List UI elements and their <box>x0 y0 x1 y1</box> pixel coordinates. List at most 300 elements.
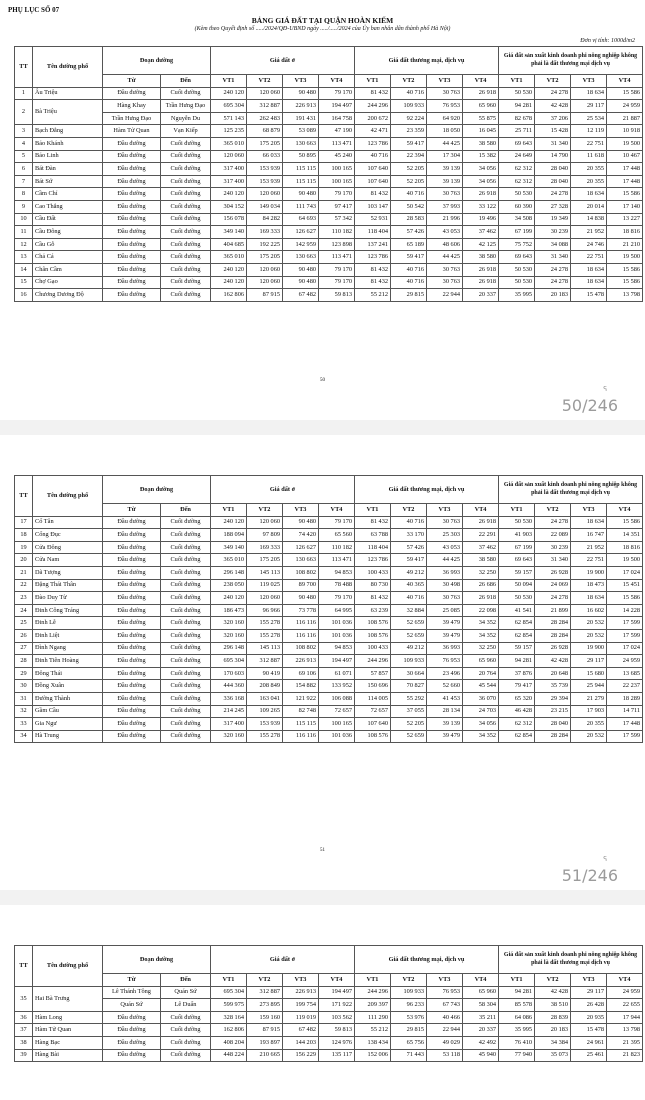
segment-to: Cuối đường <box>161 592 211 605</box>
row-number: 10 <box>15 213 33 226</box>
price-value: 26 928 <box>535 566 571 579</box>
header-vt2: VT2 <box>247 504 283 517</box>
price-value: 44 425 <box>427 554 463 567</box>
price-value: 194 497 <box>319 100 355 113</box>
price-value: 21 952 <box>571 226 607 239</box>
street-name: Gầm Cầu <box>33 705 103 718</box>
price-value: 38 510 <box>535 999 571 1012</box>
price-value: 90 480 <box>283 188 319 201</box>
header-vt4: VT4 <box>463 504 499 517</box>
price-value: 120 060 <box>247 87 283 100</box>
table-row <box>15 516 643 529</box>
header-vt3: VT3 <box>283 504 319 517</box>
price-value: 15 586 <box>607 276 643 289</box>
price-value: 113 471 <box>319 251 355 264</box>
street-name: Chả Cá <box>33 251 103 264</box>
segment-from: Đầu đường <box>103 554 161 567</box>
price-value: 30 763 <box>427 263 463 276</box>
price-value: 70 827 <box>391 680 427 693</box>
price-value: 26 918 <box>463 516 499 529</box>
street-name: Đinh Liệt <box>33 629 103 642</box>
price-value: 13 685 <box>607 667 643 680</box>
price-value: 50 530 <box>499 592 535 605</box>
price-value: 349 140 <box>211 541 247 554</box>
price-value: 28 583 <box>391 213 427 226</box>
segment-to: Cuối đường <box>161 667 211 680</box>
row-number: 12 <box>15 238 33 251</box>
segment-from: Đầu đường <box>103 541 161 554</box>
header-residential-price: Giá đất ở <box>211 476 355 504</box>
price-value: 175 205 <box>247 137 283 150</box>
price-value: 89 700 <box>283 579 319 592</box>
price-value: 210 665 <box>247 1049 283 1062</box>
price-value: 115 115 <box>283 718 319 731</box>
price-value: 25 534 <box>571 112 607 125</box>
price-value: 22 751 <box>571 137 607 150</box>
price-value: 26 918 <box>463 276 499 289</box>
price-value: 71 443 <box>391 1049 427 1062</box>
header-vt4: VT4 <box>319 504 355 517</box>
header-to: Đến <box>161 974 211 987</box>
price-value: 155 278 <box>247 617 283 630</box>
price-value: 65 756 <box>391 1036 427 1049</box>
price-value: 64 693 <box>283 213 319 226</box>
price-value: 126 627 <box>283 541 319 554</box>
price-value: 24 278 <box>535 276 571 289</box>
price-value: 90 480 <box>283 592 319 605</box>
scan-mark: ᕋ <box>603 856 607 863</box>
price-value: 62 854 <box>499 617 535 630</box>
segment-to: Vạn Kiếp <box>161 125 211 138</box>
price-value: 20 337 <box>463 1024 499 1037</box>
price-value: 103 147 <box>355 200 391 213</box>
street-name: Đông Thái <box>33 667 103 680</box>
price-value: 12 119 <box>571 125 607 138</box>
price-value: 18 634 <box>571 276 607 289</box>
price-value: 42 125 <box>463 238 499 251</box>
price-value: 52 659 <box>391 629 427 642</box>
row-number: 6 <box>15 163 33 176</box>
price-value: 107 640 <box>355 718 391 731</box>
table-row <box>15 705 643 718</box>
row-number: 32 <box>15 705 33 718</box>
price-value: 15 478 <box>571 1024 607 1037</box>
row-number: 30 <box>15 680 33 693</box>
street-name: Cửa Đông <box>33 541 103 554</box>
price-value: 26 428 <box>571 999 607 1012</box>
price-value: 50 094 <box>499 579 535 592</box>
price-value: 14 790 <box>535 150 571 163</box>
segment-to: Cuối đường <box>161 730 211 743</box>
price-value: 240 120 <box>211 276 247 289</box>
segment-from: Đầu đường <box>103 289 161 302</box>
table-row <box>15 554 643 567</box>
price-value: 408 204 <box>211 1036 247 1049</box>
table-row <box>15 718 643 731</box>
price-value: 39 479 <box>427 730 463 743</box>
price-value: 52 659 <box>391 617 427 630</box>
segment-from: Đầu đường <box>103 655 161 668</box>
segment-to: Cuối đường <box>161 1011 211 1024</box>
price-value: 65 189 <box>391 238 427 251</box>
header-from: Từ <box>103 75 161 88</box>
price-value: 16 747 <box>571 529 607 542</box>
row-number: 8 <box>15 188 33 201</box>
segment-from: Đầu đường <box>103 680 161 693</box>
price-value: 175 205 <box>247 554 283 567</box>
street-name: Đường Thành <box>33 692 103 705</box>
street-name: Cổ Tân <box>33 516 103 529</box>
price-value: 10 918 <box>607 125 643 138</box>
price-value: 17 024 <box>607 642 643 655</box>
price-value: 194 497 <box>319 655 355 668</box>
segment-to: Cuối đường <box>161 188 211 201</box>
price-value: 25 711 <box>499 125 535 138</box>
price-value: 107 640 <box>355 163 391 176</box>
price-value: 64 995 <box>319 604 355 617</box>
header-vt4: VT4 <box>463 75 499 88</box>
document-page-51 <box>0 435 645 890</box>
header-vt2: VT2 <box>247 75 283 88</box>
price-value: 144 203 <box>283 1036 319 1049</box>
price-value: 80 730 <box>355 579 391 592</box>
page-counter: 50/246 <box>561 396 618 415</box>
price-value: 23 359 <box>391 125 427 138</box>
segment-to: Cuối đường <box>161 718 211 731</box>
header-vt2: VT2 <box>535 504 571 517</box>
price-value: 244 296 <box>355 655 391 668</box>
price-value: 14 228 <box>607 604 643 617</box>
price-value: 19 349 <box>535 213 571 226</box>
price-value: 317 400 <box>211 163 247 176</box>
segment-to: Nguyễn Du <box>161 112 211 125</box>
price-value: 22 944 <box>427 289 463 302</box>
row-number: 25 <box>15 617 33 630</box>
street-name: Hà Trung <box>33 730 103 743</box>
row-number: 33 <box>15 718 33 731</box>
segment-from: Đầu đường <box>103 592 161 605</box>
price-value: 24 278 <box>535 87 571 100</box>
price-value: 20 014 <box>571 200 607 213</box>
price-value: 349 140 <box>211 226 247 239</box>
header-to: Đến <box>161 75 211 88</box>
price-value: 23 496 <box>427 667 463 680</box>
price-value: 163 041 <box>247 692 283 705</box>
table-row <box>15 692 643 705</box>
price-value: 40 716 <box>391 592 427 605</box>
price-value: 20 764 <box>463 667 499 680</box>
price-value: 34 508 <box>499 213 535 226</box>
price-value: 33 122 <box>463 200 499 213</box>
price-value: 52 205 <box>391 163 427 176</box>
price-value: 62 854 <box>499 629 535 642</box>
price-value: 116 116 <box>283 617 319 630</box>
row-number: 26 <box>15 629 33 642</box>
price-value: 22 089 <box>535 529 571 542</box>
price-value: 76 953 <box>427 655 463 668</box>
price-value: 130 663 <box>283 137 319 150</box>
row-number: 27 <box>15 642 33 655</box>
price-value: 65 960 <box>463 655 499 668</box>
price-value: 77 940 <box>499 1049 535 1062</box>
price-value: 50 530 <box>499 188 535 201</box>
price-value: 15 586 <box>607 516 643 529</box>
table-row <box>15 1024 643 1037</box>
segment-from: Đầu đường <box>103 1036 161 1049</box>
price-value: 28 040 <box>535 163 571 176</box>
table-row <box>15 100 643 113</box>
segment-from: Trần Hưng Đạo <box>103 112 161 125</box>
price-value: 68 879 <box>247 125 283 138</box>
table-row <box>15 87 643 100</box>
price-value: 109 933 <box>391 655 427 668</box>
row-number: 29 <box>15 667 33 680</box>
price-value: 28 284 <box>535 730 571 743</box>
row-number: 37 <box>15 1024 33 1037</box>
price-value: 154 882 <box>283 680 319 693</box>
table-row <box>15 680 643 693</box>
price-value: 97 417 <box>319 200 355 213</box>
street-name: Cao Thắng <box>33 200 103 213</box>
header-vt4: VT4 <box>319 75 355 88</box>
scan-mark: ᕋ <box>603 386 607 393</box>
table-row <box>15 125 643 138</box>
price-value: 94 281 <box>499 100 535 113</box>
price-value: 188 094 <box>211 529 247 542</box>
segment-to: Cuối đường <box>161 276 211 289</box>
price-value: 26 686 <box>463 579 499 592</box>
price-value: 138 434 <box>355 1036 391 1049</box>
price-value: 15 586 <box>607 188 643 201</box>
table-row <box>15 1049 643 1062</box>
price-value: 42 492 <box>463 1036 499 1049</box>
price-value: 62 854 <box>499 730 535 743</box>
price-value: 25 944 <box>571 680 607 693</box>
price-value: 32 250 <box>463 642 499 655</box>
price-value: 24 746 <box>571 238 607 251</box>
price-value: 69 643 <box>499 137 535 150</box>
price-value: 15 586 <box>607 87 643 100</box>
price-value: 304 152 <box>211 200 247 213</box>
price-value: 66 033 <box>247 150 283 163</box>
price-value: 81 432 <box>355 592 391 605</box>
price-value: 21 996 <box>427 213 463 226</box>
price-value: 24 278 <box>535 592 571 605</box>
price-value: 262 483 <box>247 112 283 125</box>
price-value: 24 959 <box>607 986 643 999</box>
segment-to: Quán Sứ <box>161 986 211 999</box>
header-vt3: VT3 <box>571 504 607 517</box>
table-row <box>15 112 643 125</box>
header-vt4: VT4 <box>607 974 643 987</box>
price-value: 24 278 <box>535 188 571 201</box>
price-value: 50 530 <box>499 87 535 100</box>
price-value: 55 212 <box>355 289 391 302</box>
row-number: 35 <box>15 986 33 1011</box>
price-value: 79 170 <box>319 276 355 289</box>
price-value: 67 199 <box>499 541 535 554</box>
price-value: 13 798 <box>607 1024 643 1037</box>
table-row <box>15 1036 643 1049</box>
row-number: 39 <box>15 1049 33 1062</box>
header-commercial-price: Giá đất thương mại, dịch vụ <box>355 476 499 504</box>
price-value: 15 451 <box>607 579 643 592</box>
price-value: 100 433 <box>355 642 391 655</box>
price-value: 79 170 <box>319 592 355 605</box>
price-value: 82 678 <box>499 112 535 125</box>
segment-to: Cuối đường <box>161 1049 211 1062</box>
price-value: 100 165 <box>319 718 355 731</box>
price-value: 244 296 <box>355 100 391 113</box>
segment-to: Cuối đường <box>161 617 211 630</box>
segment-from: Đầu đường <box>103 175 161 188</box>
segment-to: Cuối đường <box>161 87 211 100</box>
price-value: 92 224 <box>391 112 427 125</box>
price-value: 24 959 <box>607 655 643 668</box>
price-value: 36 993 <box>427 642 463 655</box>
price-value: 37 206 <box>535 112 571 125</box>
header-vt2: VT2 <box>535 75 571 88</box>
price-value: 119 019 <box>283 1011 319 1024</box>
street-name: Chương Dương Độ <box>33 289 103 302</box>
price-value: 18 289 <box>607 692 643 705</box>
price-value: 240 120 <box>211 87 247 100</box>
price-value: 214 245 <box>211 705 247 718</box>
price-value: 116 116 <box>283 730 319 743</box>
price-value: 69 643 <box>499 251 535 264</box>
segment-to: Cuối đường <box>161 516 211 529</box>
price-value: 94 281 <box>499 655 535 668</box>
price-value: 123 786 <box>355 554 391 567</box>
price-value: 52 931 <box>355 213 391 226</box>
price-value: 28 040 <box>535 175 571 188</box>
price-value: 18 816 <box>607 226 643 239</box>
price-value: 34 056 <box>463 175 499 188</box>
segment-from: Đầu đường <box>103 163 161 176</box>
segment-to: Cuối đường <box>161 692 211 705</box>
row-number: 17 <box>15 516 33 529</box>
row-number: 38 <box>15 1036 33 1049</box>
price-value: 320 160 <box>211 730 247 743</box>
segment-from: Đầu đường <box>103 629 161 642</box>
price-value: 35 073 <box>535 1049 571 1062</box>
price-value: 30 239 <box>535 541 571 554</box>
price-value: 118 404 <box>355 226 391 239</box>
price-value: 41 541 <box>499 604 535 617</box>
price-value: 320 160 <box>211 629 247 642</box>
header-vt3: VT3 <box>427 974 463 987</box>
price-value: 19 900 <box>571 566 607 579</box>
street-name: Gia Ngư <box>33 718 103 731</box>
price-value: 27 328 <box>535 200 571 213</box>
header-vt3: VT3 <box>283 974 319 987</box>
price-value: 171 922 <box>319 999 355 1012</box>
price-value: 22 944 <box>427 1024 463 1037</box>
row-number: 36 <box>15 1011 33 1024</box>
segment-to: Cuối đường <box>161 604 211 617</box>
price-value: 87 915 <box>247 289 283 302</box>
price-value: 36 070 <box>463 692 499 705</box>
price-value: 17 599 <box>607 629 643 642</box>
price-value: 312 887 <box>247 986 283 999</box>
price-value: 82 748 <box>283 705 319 718</box>
segment-to: Cuối đường <box>161 163 211 176</box>
price-value: 62 312 <box>499 175 535 188</box>
price-value: 365 010 <box>211 251 247 264</box>
price-value: 155 278 <box>247 730 283 743</box>
price-value: 53 976 <box>391 1011 427 1024</box>
price-value: 40 716 <box>391 87 427 100</box>
segment-to: Cuối đường <box>161 1036 211 1049</box>
price-value: 20 532 <box>571 629 607 642</box>
price-value: 90 419 <box>247 667 283 680</box>
price-value: 37 993 <box>427 200 463 213</box>
price-value: 20 355 <box>571 718 607 731</box>
segment-from: Đầu đường <box>103 516 161 529</box>
row-number: 3 <box>15 125 33 138</box>
price-value: 41 903 <box>499 529 535 542</box>
price-value: 193 897 <box>247 1036 283 1049</box>
street-name: Cầu Đất <box>33 213 103 226</box>
price-value: 63 788 <box>355 529 391 542</box>
segment-from: Đầu đường <box>103 87 161 100</box>
price-value: 21 887 <box>607 112 643 125</box>
price-value: 47 190 <box>319 125 355 138</box>
price-value: 90 480 <box>283 516 319 529</box>
price-value: 22 098 <box>463 604 499 617</box>
segment-to: Cuối đường <box>161 251 211 264</box>
price-value: 30 763 <box>427 516 463 529</box>
price-value: 39 479 <box>427 617 463 630</box>
price-value: 90 480 <box>283 276 319 289</box>
price-value: 20 183 <box>535 1024 571 1037</box>
price-value: 34 088 <box>535 238 571 251</box>
price-value: 79 170 <box>319 188 355 201</box>
street-name: Hàng Bạc <box>33 1036 103 1049</box>
table-row <box>15 175 643 188</box>
price-value: 191 431 <box>283 112 319 125</box>
street-name: Đinh Lễ <box>33 617 103 630</box>
price-value: 17 024 <box>607 566 643 579</box>
price-value: 42 428 <box>535 100 571 113</box>
price-value: 94 853 <box>319 566 355 579</box>
street-name: Cầu Gỗ <box>33 238 103 251</box>
price-value: 40 716 <box>391 276 427 289</box>
price-value: 14 838 <box>571 213 607 226</box>
price-value: 123 786 <box>355 137 391 150</box>
price-value: 118 404 <box>355 541 391 554</box>
price-value: 145 113 <box>247 566 283 579</box>
segment-to: Cuối đường <box>161 200 211 213</box>
row-number: 15 <box>15 276 33 289</box>
price-value: 60 390 <box>499 200 535 213</box>
price-value: 57 857 <box>355 667 391 680</box>
price-value: 24 959 <box>607 100 643 113</box>
table-row <box>15 1011 643 1024</box>
header-residential-price: Giá đất ở <box>211 47 355 75</box>
price-value: 32 884 <box>391 604 427 617</box>
price-value: 29 117 <box>571 655 607 668</box>
row-number: 2 <box>15 100 33 125</box>
price-value: 28 134 <box>427 705 463 718</box>
street-name: Bát Sứ <box>33 175 103 188</box>
price-value: 59 813 <box>319 1024 355 1037</box>
segment-to: Cuối đường <box>161 680 211 693</box>
row-number: 7 <box>15 175 33 188</box>
table-row <box>15 655 643 668</box>
segment-to: Cuối đường <box>161 655 211 668</box>
price-value: 81 432 <box>355 276 391 289</box>
